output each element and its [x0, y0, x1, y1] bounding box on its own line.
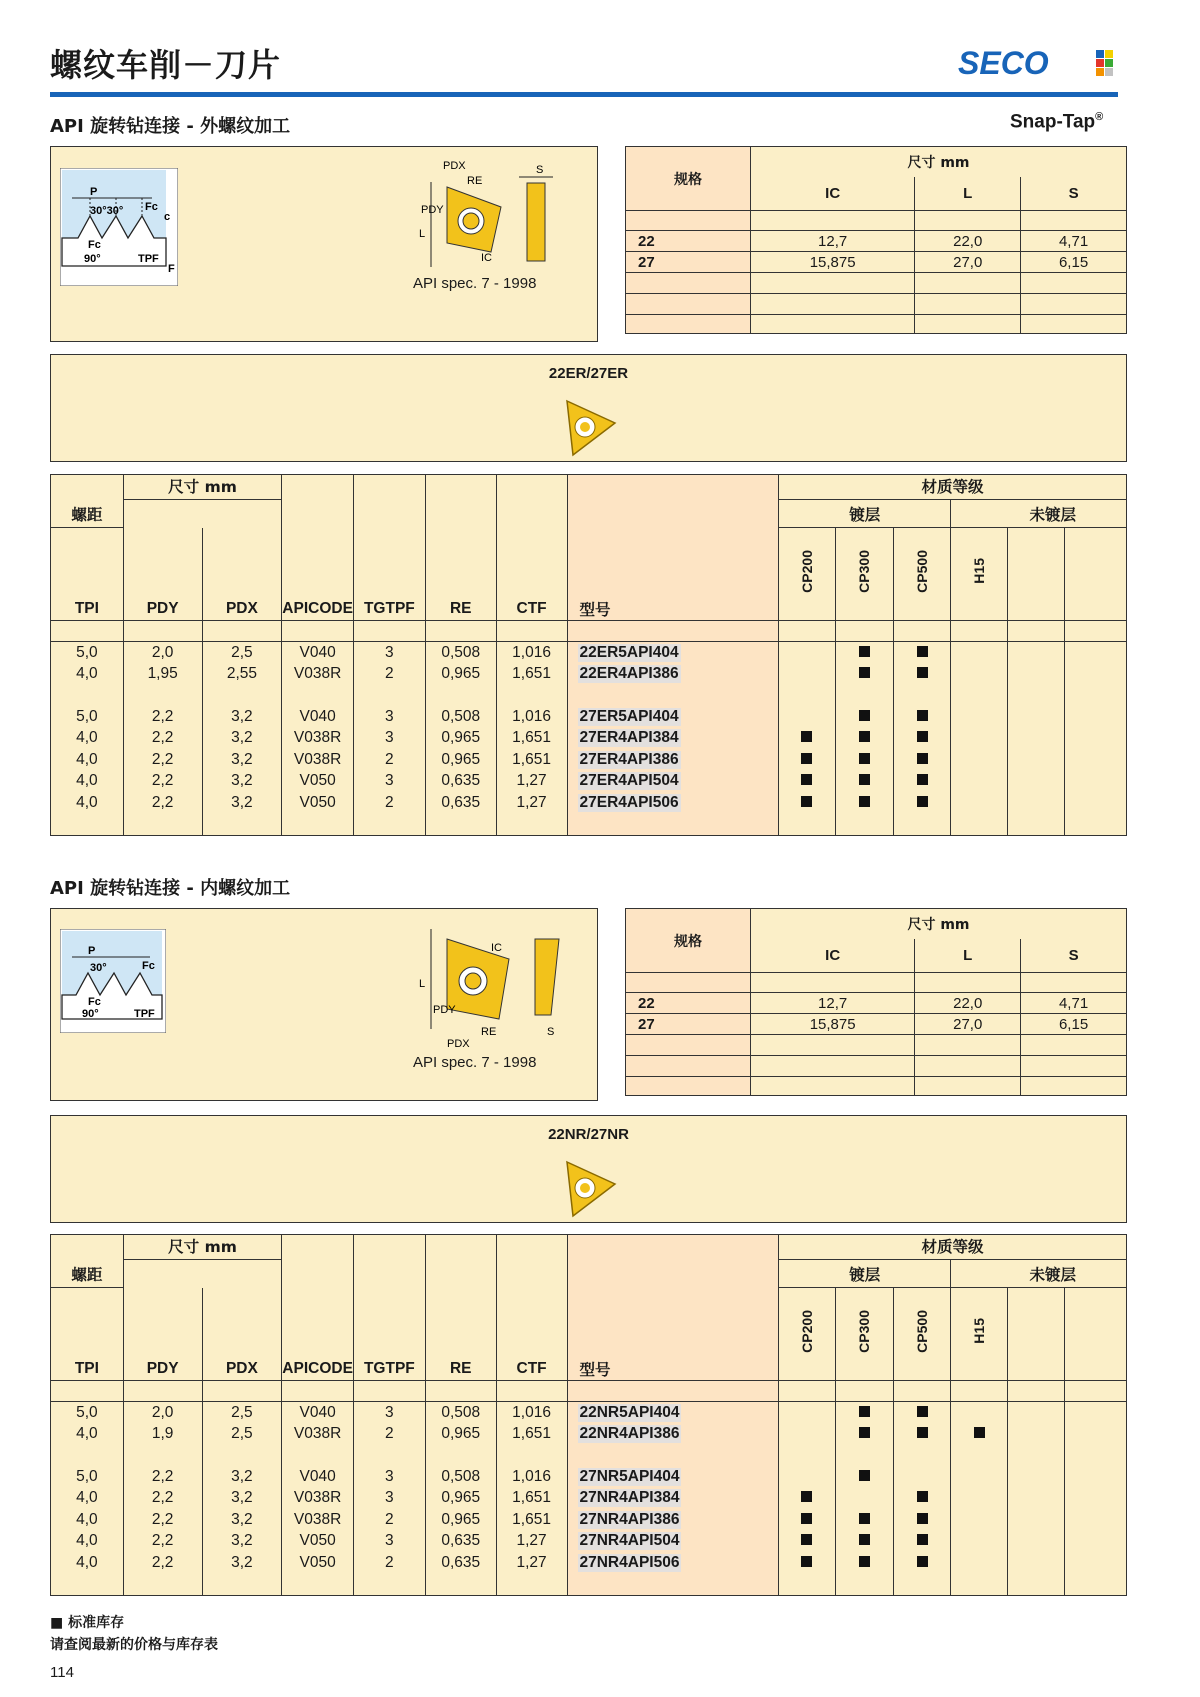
product-name: Snap-Tap® [1010, 111, 1104, 133]
stock-marker [859, 1470, 870, 1481]
internal-rows [51, 1402, 1127, 1596]
table-row: 4,0 2,2 3,2 V038R 2 0,965 1,651 27ER4API386 [51, 749, 1127, 771]
table-row: 4,0 2,2 3,2 V050 2 0,635 1,27 27NR4API506 [51, 1552, 1127, 1574]
spec-header: 规格 [626, 147, 751, 211]
stock-marker [859, 710, 870, 721]
internal-insert-label: 22NR/27NR [548, 1126, 629, 1143]
internal-insert-panel [50, 1115, 1127, 1223]
section-title-external: API 旋转钻连接 - 外螺纹加工 [50, 116, 291, 137]
external-insert-dimension-drawing [419, 157, 559, 272]
table-row: 4,0 1,9 2,5 V038R 2 0,965 1,651 22NR4API386 [51, 1423, 1127, 1445]
svg-text:RE: RE [467, 175, 483, 187]
external-insert-label: 22ER/27ER [548, 365, 629, 382]
internal-spec-label: API spec. 7 - 1998 [413, 1054, 537, 1071]
stock-marker [859, 1513, 870, 1524]
table-row: 4,0 1,95 2,55 V038R 2 0,965 1,651 22ER4API386 [51, 663, 1127, 685]
internal-grade-table: 螺距 尺寸 mm 材质等级 镀层 未镀层 CP200 CP300 CP500 H15 TPI PDY PDX APICODE TGTPF RE CTF 型号 5,0 2,0 2,5 V040 3 0,508 1,016 22NR5API404 4,0 1,9 2,5 V038R 2 0,965 1,651 22NR4API386 5,0 2,2 3,2 V040 3 0,508 1,016 27NR5API404 4,0 2,2 3,2 V038R 3 0,965 1,651 27NR4API384 4,0 2,2 3,2 V038R 2 0,965 1,651 27NR4API386 4,0 2,2 3,2 V050 3 0,635 1,27 27NR4API504 4,0 2,2 3,2 V050 2 0,635 1,27 27NR4API506 [50, 1234, 1127, 1596]
svg-text:Fc: Fc [142, 960, 155, 972]
external-thread-profile-diagram [60, 168, 178, 286]
table-row: 5,0 2,0 2,5 V040 3 0,508 1,016 22ER5API404 [51, 642, 1127, 664]
page-title: 螺纹车削－刀片 [50, 46, 282, 84]
stock-marker [917, 646, 928, 657]
svg-text:F: F [168, 263, 175, 275]
table-row: 4,0 2,2 3,2 V038R 3 0,965 1,651 27ER4API384 [51, 728, 1127, 750]
svg-text:Fc: Fc [88, 239, 101, 251]
svg-text:TPF: TPF [138, 253, 159, 265]
external-dimension-table: 规格 尺寸 mm IC L S 22 12,7 22,0 4,71 27 15,875 27,0 6,15 [625, 146, 1127, 334]
internal-thread-profile-diagram [60, 929, 166, 1033]
svg-text:Fc: Fc [88, 996, 101, 1008]
stock-marker [859, 646, 870, 657]
stock-marker [801, 1513, 812, 1524]
table-row: 5,0 2,0 2,5 V040 3 0,508 1,016 22NR5API404 [51, 1402, 1127, 1424]
legend-stock: ■ 标准库存 [50, 1615, 125, 1631]
svg-text:PDX: PDX [443, 160, 466, 172]
stock-marker [917, 796, 928, 807]
stock-marker [859, 1406, 870, 1417]
svg-text:PDX: PDX [447, 1038, 470, 1049]
svg-text:S: S [547, 1026, 555, 1038]
svg-text:L: L [419, 228, 426, 240]
stock-marker [917, 1427, 928, 1438]
svg-text:SECO: SECO [958, 46, 1049, 80]
stock-marker [917, 710, 928, 721]
external-rows [51, 642, 1127, 836]
svg-text:P: P [90, 186, 98, 198]
internal-insert-dimension-drawing [419, 919, 589, 1049]
stock-marker [917, 1534, 928, 1545]
stock-marker [801, 753, 812, 764]
header-rule [50, 92, 1118, 97]
stock-marker [917, 1406, 928, 1417]
svg-text:Fc: Fc [145, 201, 158, 213]
stock-marker [801, 796, 812, 807]
stock-marker [801, 1556, 812, 1567]
svg-text:P: P [88, 945, 96, 957]
stock-marker [917, 667, 928, 678]
stock-marker [859, 667, 870, 678]
svg-text:S: S [536, 164, 544, 176]
stock-marker [859, 1534, 870, 1545]
table-row: 4,0 2,2 3,2 V050 3 0,635 1,27 27NR4API504 [51, 1531, 1127, 1553]
stock-marker [859, 1427, 870, 1438]
svg-text:IC: IC [481, 252, 492, 264]
legend-note: 请查阅最新的价格与库存表 [50, 1637, 218, 1653]
svg-text:30°30°: 30°30° [90, 205, 124, 217]
stock-marker [859, 774, 870, 785]
page-number: 114 [50, 1664, 74, 1681]
external-spec-label: API spec. 7 - 1998 [413, 275, 537, 292]
svg-text:IC: IC [491, 942, 502, 954]
table-row: 4,0 2,2 3,2 V050 2 0,635 1,27 27ER4API506 [51, 792, 1127, 814]
svg-text:90°: 90° [84, 253, 101, 265]
stock-marker [859, 731, 870, 742]
table-row: 4,0 2,2 3,2 V038R 2 0,965 1,651 27NR4API386 [51, 1509, 1127, 1531]
table-row: 4,0 2,2 3,2 V038R 3 0,965 1,651 27NR4API384 [51, 1488, 1127, 1510]
svg-text:RE: RE [481, 1026, 497, 1038]
stock-marker [859, 753, 870, 764]
internal-insert-image [559, 1158, 619, 1218]
external-diagram-panel [50, 146, 598, 342]
stock-marker [917, 1491, 928, 1502]
internal-dimension-table: 规格 尺寸 mm IC L S 22 12,7 22,0 4,71 27 15,875 27,0 6,15 [625, 908, 1127, 1096]
section-title-internal: API 旋转钻连接 - 内螺纹加工 [50, 878, 291, 899]
stock-marker [801, 774, 812, 785]
external-grade-table: 螺距 尺寸 mm 材质等级 镀层 未镀层 CP200 CP300 CP500 H15 TPI PDY PDX APICODE TGTPF RE CTF 型号 5,0 2,0 2,5 V040 3 0,508 1,016 22ER5API404 4,0 1,95 2,55 V038R 2 0,965 1,651 22ER4API386 5,0 2,2 3,2 V040 3 0,508 1,016 27ER5API404 4,0 2,2 3,2 V038R 3 0,965 1,651 27ER4API384 4,0 2,2 3,2 V038R 2 0,965 1,651 27ER4API386 4,0 2,2 3,2 V050 3 0,635 1,27 27ER4API504 4,0 2,2 3,2 V050 2 0,635 1,27 27ER4API506 [50, 474, 1127, 836]
table-row: 4,0 2,2 3,2 V050 3 0,635 1,27 27ER4API504 [51, 771, 1127, 793]
internal-diagram-panel [50, 908, 598, 1101]
svg-text:PDY: PDY [433, 1004, 456, 1016]
stock-marker [917, 774, 928, 785]
stock-marker [801, 731, 812, 742]
stock-marker [917, 1513, 928, 1524]
stock-marker [917, 731, 928, 742]
external-insert-image [559, 397, 619, 457]
table-row: 5,0 2,2 3,2 V040 3 0,508 1,016 27ER5API404 [51, 706, 1127, 728]
svg-text:PDY: PDY [421, 204, 444, 216]
external-insert-panel [50, 354, 1127, 462]
stock-marker [801, 1491, 812, 1502]
svg-text:L: L [419, 978, 426, 990]
stock-marker [859, 1556, 870, 1567]
svg-text:90°: 90° [82, 1008, 99, 1020]
stock-marker [917, 1556, 928, 1567]
stock-marker [801, 1534, 812, 1545]
legend [50, 1612, 218, 1656]
dim-header: 尺寸 mm [751, 147, 1127, 177]
svg-text:c: c [164, 211, 171, 223]
stock-marker [859, 796, 870, 807]
stock-marker [917, 753, 928, 764]
stock-marker [974, 1427, 985, 1438]
table-row: 5,0 2,2 3,2 V040 3 0,508 1,016 27NR5API404 [51, 1466, 1127, 1488]
svg-text:30°: 30° [90, 962, 107, 974]
seco-logo [958, 46, 1116, 80]
svg-text:TPF: TPF [134, 1008, 155, 1020]
